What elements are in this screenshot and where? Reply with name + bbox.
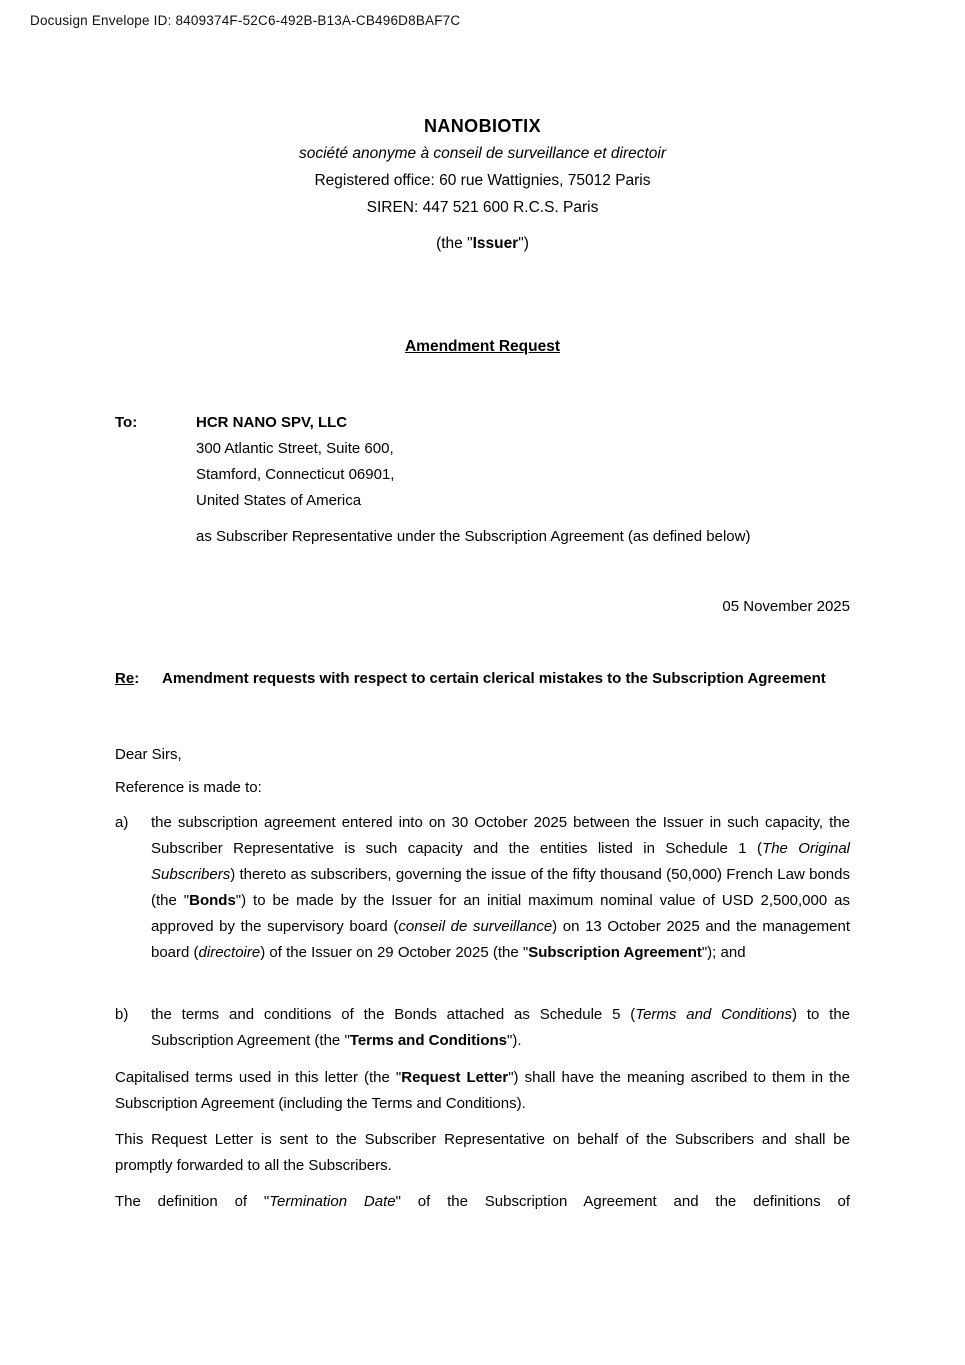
to-label: To: [115, 414, 138, 431]
paragraph-request-letter-sent: This Request Letter is sent to the Subscriber Representative on behalf of the Subscribers and shall be promptly forwarded to all the Subscribers. [115, 1131, 850, 1174]
subject-label: Re: [115, 670, 140, 687]
paragraph-capitalised-terms: Capitalised terms used in this letter (the "Request Letter") shall have the meaning ascribed to them in the Subscription Agreement (including the Terms and Conditions). [115, 1069, 850, 1112]
salutation: Dear Sirs, [115, 746, 182, 763]
list-item-a [115, 810, 850, 966]
recipient-capacity-line: as Subscriber Representative under the Subscription Agreement (as defined below) [196, 528, 751, 545]
list-item-text: the subscription agreement entered into on 30 October 2025 between the Issuer in such capacity, the Subscriber Representative is such capacity and the entities listed in Schedule 1 (The Original Subscribers) thereto as subscribers, governing the issue of the fifty thousand (50,000) French Law bonds (the "Bonds") to be made by the Issuer for an initial maximum nominal value of USD 2,500,000 as approved by the supervisory board (conseil de surveillance) on 13 October 2025 and the management board (directoire) of the Issuer on 29 October 2025 (the "Subscription Agreement"); and [151, 814, 850, 961]
subject-line [115, 666, 850, 692]
docusign-envelope-id: Docusign Envelope ID: 8409374F-52C6-492B-B13A-CB496D8BAF7C [30, 13, 461, 28]
paragraph-termination-date: The definition of "Termination Date" of the Subscription Agreement and the definitions of [115, 1193, 850, 1210]
document-title-text: Amendment Request [404, 338, 561, 355]
registered-office-line: Registered office: 60 rue Wattignies, 75012 Paris [314, 172, 651, 189]
list-item-text: the terms and conditions of the Bonds attached as Schedule 5 (Terms and Conditions) to the Subscription Agreement (the "Terms and Conditions"). [151, 1006, 851, 1049]
letterhead [115, 113, 850, 257]
recipient-name: HCR NANO SPV, LLC [196, 414, 348, 431]
siren-line: SIREN: 447 521 600 R.C.S. Paris [366, 199, 599, 216]
letter-date: 05 November 2025 [722, 598, 850, 615]
subject-text: Amendment requests with respect to certain clerical mistakes to the Subscription Agreement [162, 670, 826, 687]
document-title [115, 338, 850, 356]
issuer-definition-line: (the "Issuer") [436, 235, 529, 252]
list-item-b [115, 1002, 850, 1054]
recipient-block [115, 410, 850, 550]
intro-line: Reference is made to: [115, 779, 262, 796]
company-legal-form: société anonyme à conseil de surveillance et directoir [298, 145, 667, 162]
list-marker: b) [115, 1006, 129, 1023]
recipient-address-line: Stamford, Connecticut 06901, [196, 466, 395, 483]
recipient-address-line: 300 Atlantic Street, Suite 600, [196, 440, 394, 457]
list-marker: a) [115, 814, 129, 831]
company-name: NANOBIOTIX [423, 116, 541, 136]
recipient-address-line: United States of America [196, 492, 362, 509]
